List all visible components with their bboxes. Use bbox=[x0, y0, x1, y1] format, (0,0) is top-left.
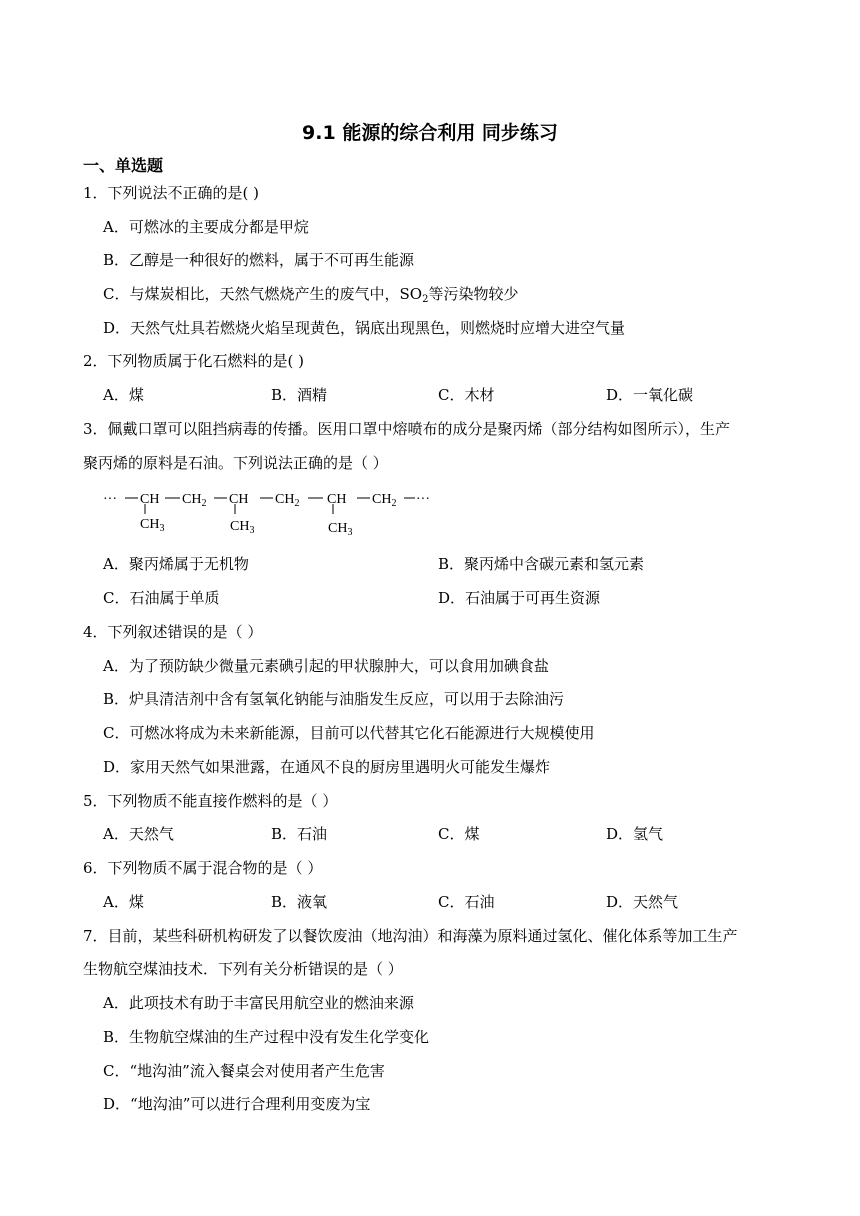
question-4-option-c: C．可燃冰将成为未来新能源，目前可以代替其它化石能源进行大规模使用 bbox=[103, 724, 595, 742]
question-4-stem: 4．下列叙述错误的是（ ） bbox=[83, 623, 263, 641]
question-2-stem: 2．下列物质属于化石燃料的是( ) bbox=[83, 352, 305, 370]
ch2-group: $CH_2$ bbox=[275, 492, 300, 509]
ch3-group: $CH_3$ bbox=[328, 521, 353, 536]
question-5-option-d: D．氢气 bbox=[606, 825, 664, 843]
question-5-option-b: B．石油 bbox=[271, 825, 328, 843]
question-3-stem-line-2: 聚丙烯的原料是石油。下列说法正确的是（ ） bbox=[83, 454, 388, 472]
question-6-option-b: B．液氧 bbox=[271, 893, 328, 911]
question-7-option-c: C．“地沟油”流入餐桌会对使用者产生危害 bbox=[103, 1062, 385, 1080]
option-c-text: C．与煤炭相比，天然气燃烧产生的废气中，SO bbox=[103, 285, 423, 303]
question-6-stem: 6．下列物质不属于混合物的是（ ） bbox=[83, 859, 323, 877]
question-7-stem-line-1: 7．目前，某些科研机构研发了以餐饮废油（地沟油）和海藻为原料通过氢化、催化体系等加工生产 bbox=[83, 927, 738, 945]
question-3-stem-line-1: 3．佩戴口罩可以阻挡病毒的传播。医用口罩中熔喷布的成分是聚丙烯（部分结构如图所示），生产 bbox=[83, 420, 731, 438]
question-2-option-a: A．煤 bbox=[103, 386, 144, 404]
question-7-option-a: A．此项技术有助于丰富民用航空业的燃油来源 bbox=[103, 994, 414, 1012]
question-7-option-d: D．“地沟油”可以进行合理利用变废为宝 bbox=[103, 1095, 371, 1113]
chain-dots-right: ··· bbox=[416, 492, 430, 507]
page-title: 9.1 能源的综合利用 同步练习 bbox=[302, 122, 558, 144]
question-6-option-c: C．石油 bbox=[438, 893, 495, 911]
question-1-stem: 1．下列说法不正确的是( ) bbox=[83, 184, 260, 202]
question-5-option-c: C．煤 bbox=[438, 825, 480, 843]
question-4-option-b: B．炉具清洁剂中含有氢氧化钠能与油脂发生反应，可以用于去除油污 bbox=[103, 690, 565, 708]
question-6-option-d: D．天然气 bbox=[606, 893, 679, 911]
polypropylene-structure-formula bbox=[103, 486, 443, 536]
ch3-group: $CH_3$ bbox=[230, 519, 255, 536]
question-4-option-a: A．为了预防缺少微量元素碘引起的甲状腺肿大，可以食用加碘食盐 bbox=[103, 657, 549, 675]
ch-group: CH bbox=[327, 492, 347, 507]
question-7-stem-line-2: 生物航空煤油技术．下列有关分析错误的是（ ） bbox=[83, 960, 403, 978]
question-3-option-a: A．聚丙烯属于无机物 bbox=[103, 555, 249, 573]
question-2-option-b: B．酒精 bbox=[271, 386, 328, 404]
question-4-option-d: D．家用天然气如果泄露，在通风不良的厨房里遇明火可能发生爆炸 bbox=[103, 758, 551, 776]
section-heading: 一、单选题 bbox=[83, 156, 164, 175]
question-1-option-c bbox=[103, 284, 518, 304]
question-5-option-a: A．天然气 bbox=[103, 825, 174, 843]
option-c-text-end: 等污染物较少 bbox=[428, 285, 519, 303]
question-1-option-a: A．可燃冰的主要成分都是甲烷 bbox=[103, 218, 309, 236]
ch-group: CH bbox=[140, 492, 160, 507]
subscript: 2 bbox=[422, 294, 429, 305]
question-3-option-b: B．聚丙烯中含碳元素和氢元素 bbox=[438, 555, 645, 573]
question-1-option-d: D．天然气灶具若燃烧火焰呈现黄色，锅底出现黑色，则燃烧时应增大进空气量 bbox=[103, 319, 626, 337]
question-3-option-d: D．石油属于可再生资源 bbox=[438, 589, 601, 607]
ch-group: CH bbox=[229, 492, 249, 507]
question-6-option-a: A．煤 bbox=[103, 893, 144, 911]
question-2-option-d: D．一氧化碳 bbox=[606, 386, 694, 404]
ch2-group: $CH_2$ bbox=[182, 492, 207, 509]
question-3-option-c: C．石油属于单质 bbox=[103, 589, 220, 607]
question-1-option-b: B．乙醇是一种很好的燃料，属于不可再生能源 bbox=[103, 251, 415, 269]
question-7-option-b: B．生物航空煤油的生产过程中没有发生化学变化 bbox=[103, 1028, 430, 1046]
ch3-group: $CH_3$ bbox=[140, 517, 165, 534]
chain-dots-left: ··· bbox=[103, 492, 117, 507]
question-5-stem: 5．下列物质不能直接作燃料的是（ ） bbox=[83, 792, 338, 810]
question-2-option-c: C．木材 bbox=[438, 386, 495, 404]
ch2-group: $CH_2$ bbox=[372, 492, 397, 509]
